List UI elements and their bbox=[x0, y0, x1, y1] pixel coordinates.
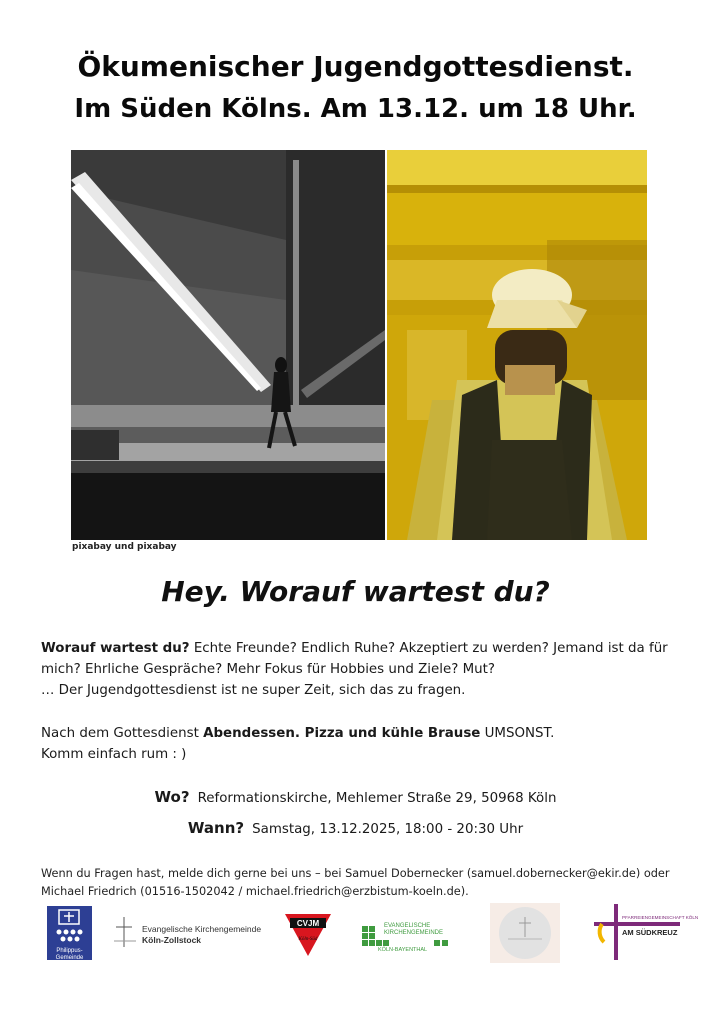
contact-info: Wenn du Fragen hast, melde dich gerne bei uns – bei Samuel Dobernecker (samuel.dobernecker@ekir.de) oder Michael Friedrich (01516-1502042 / michael.friedrich@erzbistum-koeln.de). bbox=[41, 867, 670, 898]
intro-lead: Worauf wartest du? bbox=[41, 641, 190, 656]
when-line bbox=[0, 819, 711, 837]
where-label: Wo? bbox=[154, 788, 190, 806]
suedkreuz-logo bbox=[592, 902, 699, 962]
bayenthal-logo bbox=[362, 918, 454, 952]
philippus-cross-icon bbox=[47, 906, 92, 946]
cvjm-triangle-icon bbox=[285, 912, 331, 958]
cvjm-logo bbox=[285, 912, 331, 958]
cvjm-text: CVJM bbox=[296, 919, 320, 928]
photo-credit: pixabay und pixabay bbox=[72, 542, 177, 552]
title-line-1: Ökumenischer Jugendgottesdienst. bbox=[77, 50, 634, 83]
title-line-2: Im Süden Kölns. Am 13.12. um 18 Uhr. bbox=[74, 94, 637, 124]
cvjm-sub: Köln-Süd bbox=[298, 937, 318, 942]
bayenthal-mark-icon bbox=[362, 918, 454, 952]
suedkreuz-line-1: PFARREIENGEMEINSCHAFT KÖLN bbox=[622, 915, 699, 920]
zollstock-place: Köln-Zollstock bbox=[142, 935, 202, 945]
bayenthal-line-3: KÖLN-BAYENTHAL bbox=[378, 947, 428, 953]
street-bw-image bbox=[71, 150, 385, 540]
zollstock-name: Evangelische Kirchengemeinde bbox=[142, 924, 262, 934]
after-bold: Abendessen. Pizza und kühle Brause bbox=[203, 726, 481, 741]
when-value: Samstag, 13.12.2025, 18:00 - 20:30 Uhr bbox=[252, 822, 524, 837]
after-paragraph bbox=[41, 723, 681, 765]
intro-text: Echte Freunde? Endlich Ruhe? Akzeptiert zu werden? Jemand ist da für mich? Ehrliche Gespräche? Mehr Fokus für Hobbies und Ziele? Mut? bbox=[41, 641, 668, 677]
where-line bbox=[0, 788, 711, 806]
intro-line-3: … Der Jugendgottesdienst ist ne super Zeit, sich das zu fragen. bbox=[41, 683, 466, 698]
circle-emblem-icon bbox=[490, 903, 560, 963]
community-circle-logo bbox=[490, 903, 560, 963]
photo-street-bw bbox=[71, 150, 385, 540]
philippus-label: Philippus-Gemeinde bbox=[55, 948, 84, 961]
zollstock-cross-icon bbox=[112, 915, 138, 949]
bayenthal-line-2: KIRCHENGEMEINDE bbox=[384, 930, 444, 936]
zollstock-logo bbox=[112, 915, 272, 949]
headline: Hey. Worauf wartest du? bbox=[161, 575, 550, 608]
suedkreuz-line-2: AM SÜDKREUZ bbox=[622, 928, 678, 937]
philippus-logo bbox=[47, 906, 92, 960]
after-suffix: UMSONST. bbox=[480, 726, 555, 741]
photo-person-yellow bbox=[387, 150, 647, 540]
person-yellow-image bbox=[387, 150, 647, 540]
after-line-2: Komm einfach rum : ) bbox=[41, 747, 187, 762]
where-value: Reformationskirche, Mehlemer Straße 29, 50968 Köln bbox=[197, 791, 557, 806]
suedkreuz-cross-icon bbox=[592, 902, 699, 962]
bayenthal-line-1: EVANGELISCHE bbox=[384, 923, 431, 929]
after-prefix: Nach dem Gottesdienst bbox=[41, 726, 204, 741]
when-label: Wann? bbox=[187, 819, 245, 837]
intro-paragraph bbox=[41, 638, 681, 701]
